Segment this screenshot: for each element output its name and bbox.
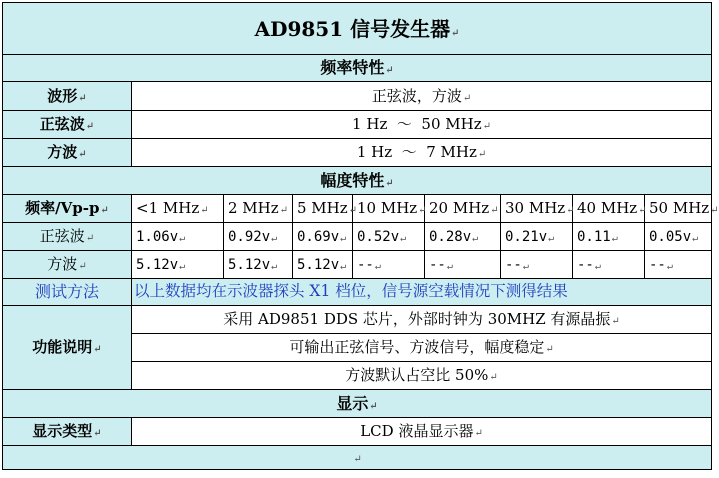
- freq-cell: <1 MHz↵: [132, 195, 224, 223]
- amp-cell: 0.21v↵: [501, 223, 573, 251]
- amp-cell: --↵: [501, 251, 573, 279]
- amp-cell: --↵: [573, 251, 645, 279]
- amp-cell: 1.06v↵: [132, 223, 224, 251]
- freq-cell: 2 MHz↵: [224, 195, 293, 223]
- amp-cell: 0.11↵: [573, 223, 645, 251]
- row-value-sine: 1 Hz ～ 50 MHz↵: [132, 111, 712, 139]
- display-type-value: LCD 液晶显示器↵: [132, 418, 712, 446]
- amp-cell: 5.12v↵: [132, 251, 224, 279]
- row-label-square: 方波↵: [3, 139, 132, 167]
- empty-footer-row: ↵: [3, 446, 712, 470]
- amp-cell: 5.12v↵: [293, 251, 353, 279]
- amp-square-label: 方波↵: [3, 251, 132, 279]
- amp-cell: --↵: [645, 251, 712, 279]
- amp-sine-label: 正弦波↵: [3, 223, 132, 251]
- row-label-sine: 正弦波↵: [3, 111, 132, 139]
- display-type-label: 显示类型↵: [3, 418, 132, 446]
- test-method-value: 以上数据均在示波器探头 X1 档位，信号源空载情况下测得结果: [132, 279, 712, 306]
- amp-header-row: [3, 195, 712, 223]
- row-value-waveform: 正弦波，方波↵: [132, 82, 712, 111]
- amp-cell: 0.28v↵: [425, 223, 501, 251]
- amp-cell: 0.92v↵: [224, 223, 293, 251]
- freq-cell: 40 MHz↵: [573, 195, 645, 223]
- function-desc-line: 采用 AD9851 DDS 芯片，外部时钟为 30MHZ 有源晶振↵: [132, 306, 712, 334]
- amp-cell: 5.12v↵: [224, 251, 293, 279]
- function-desc-label: 功能说明↵: [3, 306, 132, 390]
- amp-square-row: [3, 251, 712, 279]
- section-frequency: 频率特性↵: [3, 55, 712, 82]
- page-title: AD9851 信号发生器↵: [3, 3, 712, 55]
- amp-cell: 0.05v↵: [645, 223, 712, 251]
- function-desc-line: 方波默认占空比 50%↵: [132, 362, 712, 390]
- section-amplitude: 幅度特性↵: [3, 167, 712, 195]
- test-method-label: 测试方法: [3, 279, 132, 306]
- function-desc-line: 可输出正弦信号、方波信号，幅度稳定↵: [132, 334, 712, 362]
- amp-sine-row: [3, 223, 712, 251]
- row-label-waveform: 波形↵: [3, 82, 132, 111]
- section-display: 显示↵: [3, 390, 712, 418]
- row-value-square: 1 Hz ～ 7 MHz↵: [132, 139, 712, 167]
- amp-cell: --↵: [353, 251, 425, 279]
- amp-cell: --↵: [425, 251, 501, 279]
- freq-cell: 5 MHz↵: [293, 195, 353, 223]
- freq-cell: 20 MHz↵: [425, 195, 501, 223]
- spec-table: [2, 2, 719, 470]
- amp-cell: 0.52v↵: [353, 223, 425, 251]
- freq-cell: 30 MHz↵: [501, 195, 573, 223]
- freq-cell: 50 MHz↵: [645, 195, 712, 223]
- amp-header-label: 频率/Vp-p↵: [3, 195, 132, 223]
- freq-cell: 10 MHz↵: [353, 195, 425, 223]
- amp-cell: 0.69v↵: [293, 223, 353, 251]
